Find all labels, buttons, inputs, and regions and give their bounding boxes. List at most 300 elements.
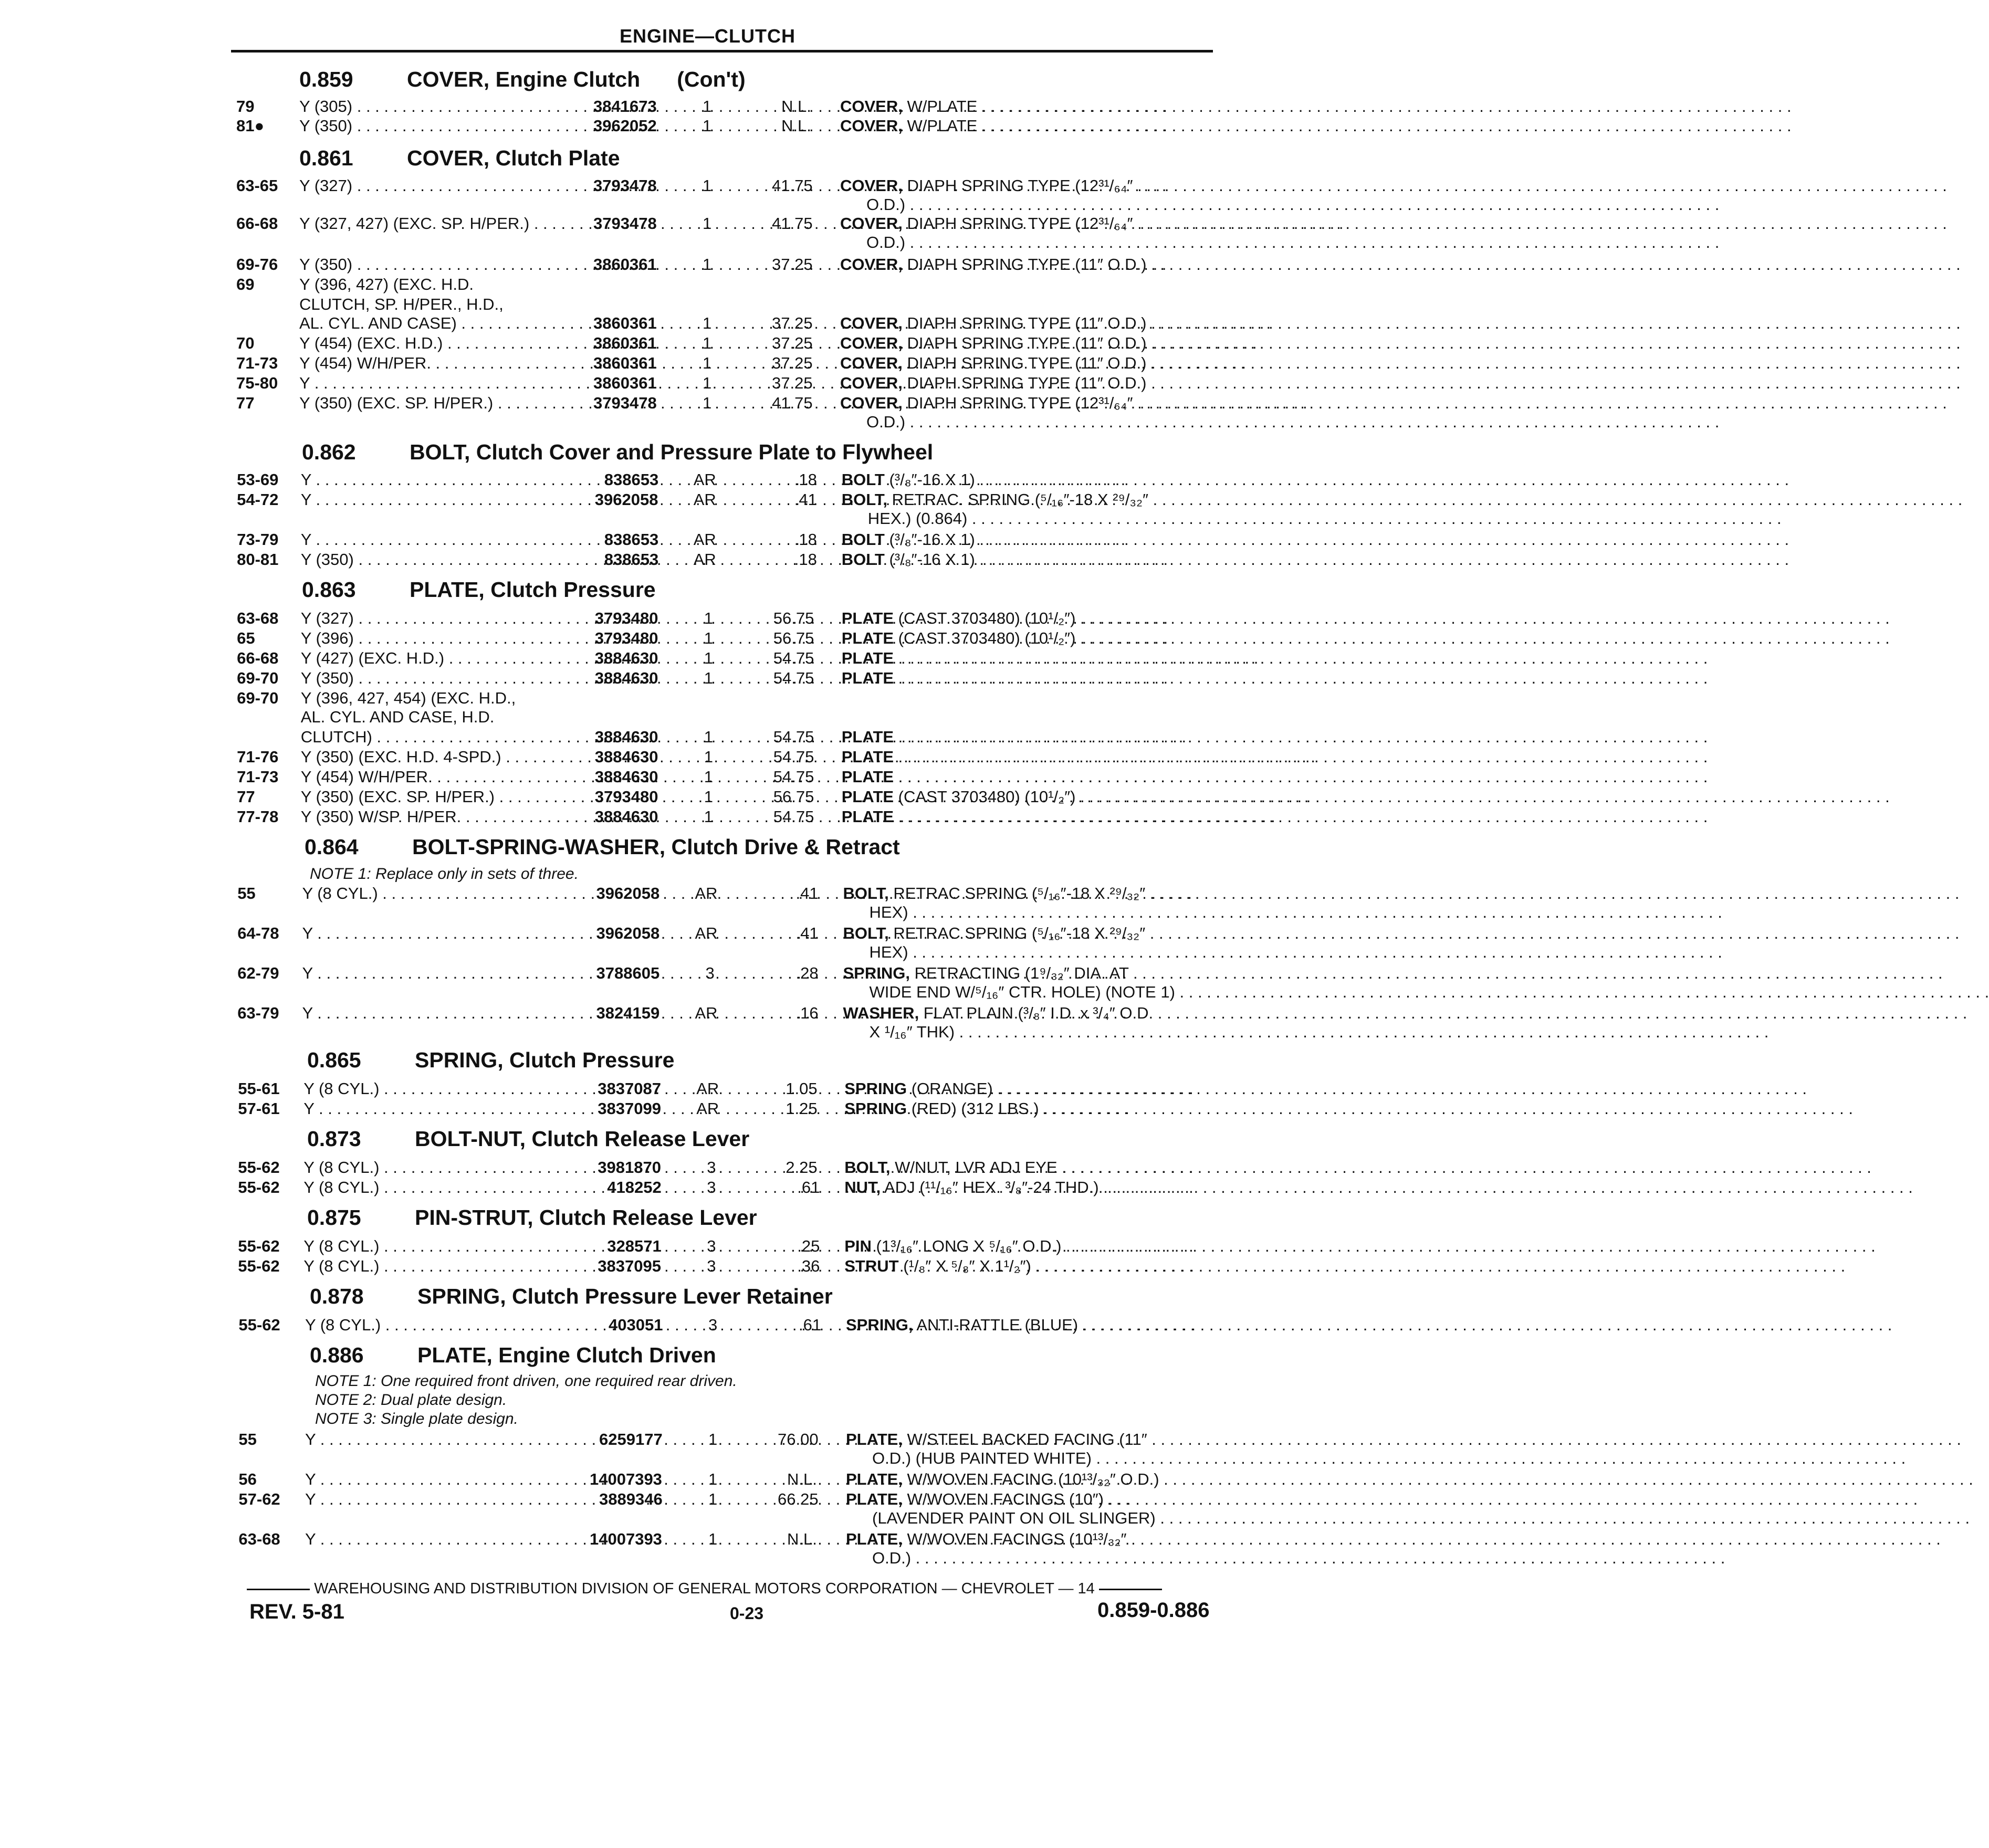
model-years: 69	[236, 275, 255, 293]
application	[301, 550, 584, 569]
description-keyword: PLATE	[841, 728, 894, 746]
price: .16	[795, 1004, 819, 1022]
application-text: Y (350) (EXC. SP. H/PER.)	[300, 788, 495, 806]
description	[842, 609, 1223, 628]
quantity: 1	[704, 728, 713, 746]
application	[301, 788, 584, 806]
quantity: 1	[703, 394, 712, 412]
table-row	[0, 748, 1327, 769]
table-row	[0, 689, 1327, 710]
section-continued: (Con't)	[677, 67, 746, 91]
description-keyword: BOLT,	[844, 1158, 891, 1177]
part-number: 3824159	[596, 1004, 660, 1022]
description-text: (CAST 3703480) (10¹/₂″)	[894, 609, 1076, 627]
application	[303, 1158, 587, 1177]
application	[305, 1530, 589, 1549]
revision-label: REV. 5-81	[249, 1600, 344, 1623]
application	[299, 334, 583, 353]
description-continued-text: O.D.)	[866, 233, 906, 251]
section-heading	[305, 835, 900, 859]
description	[842, 649, 1223, 668]
application	[299, 354, 583, 373]
application	[302, 964, 586, 983]
quantity: 1	[703, 334, 712, 352]
description	[844, 1099, 1223, 1118]
price: 37.25	[772, 314, 813, 332]
application-text: Y	[302, 964, 313, 982]
model-years: 55-62	[238, 1158, 280, 1177]
quantity: 3	[707, 1178, 716, 1196]
application-text: Y (396, 427, 454) (EXC. H.D.,	[300, 689, 516, 707]
price: .36	[797, 1257, 820, 1275]
quantity: 1	[704, 788, 713, 806]
price: N.L.	[787, 1470, 817, 1488]
application-text: Y (327)	[299, 176, 353, 195]
price: N.L.	[781, 97, 811, 116]
part-number: 3793480	[594, 609, 658, 627]
application-text: Y (8 CYL.)	[303, 1079, 380, 1098]
page-title: ENGINE—CLUTCH	[620, 25, 795, 47]
part-number: 3793478	[593, 176, 657, 195]
price: 54.75	[773, 748, 814, 766]
table-row	[0, 1079, 1327, 1100]
quantity: AR	[695, 884, 718, 902]
description-keyword: BOLT	[841, 550, 885, 569]
section-heading	[299, 146, 620, 171]
quantity: 1	[703, 117, 712, 135]
price: .25	[797, 1237, 820, 1255]
description-text: DIAPH SPRING TYPE (12³¹/₆₄″	[902, 394, 1133, 412]
model-years: 66-68	[237, 649, 279, 667]
table-row	[0, 1099, 1327, 1120]
model-years: 55-62	[238, 1178, 280, 1196]
model-years: 70	[236, 334, 255, 352]
description	[842, 470, 1223, 489]
section-heading	[307, 1048, 674, 1073]
price: N.L.	[781, 117, 811, 135]
application-text: CLUTCH)	[300, 728, 372, 746]
application-text: Y	[300, 490, 311, 509]
application-text: Y (454) W/H/PER.	[299, 354, 431, 372]
model-years: 73-79	[237, 530, 279, 549]
part-number: 3837095	[598, 1257, 661, 1275]
application-text: Y	[300, 530, 311, 549]
application	[301, 807, 584, 826]
description-continued	[866, 233, 1223, 252]
quantity: 3	[708, 1316, 718, 1334]
description-continued	[870, 1023, 1224, 1042]
description-keyword: SPRING	[844, 1079, 907, 1098]
description-text: RETRACTING (1⁹/₃₂″ DIA. AT	[909, 964, 1129, 982]
description	[842, 669, 1223, 688]
description-continued-text: WIDE END W/⁵/₁₆″ CTR. HOLE) (NOTE 1)	[869, 983, 1175, 1001]
section-heading	[302, 578, 656, 602]
model-years: 71-73	[237, 768, 279, 786]
application-text: Y (427) (EXC. H.D.)	[300, 649, 445, 667]
part-number: 3962058	[594, 490, 658, 509]
part-number: 3793480	[594, 788, 658, 806]
part-number: 14007393	[590, 1530, 662, 1548]
section-number: 0.878	[310, 1284, 364, 1308]
model-years: 63-79	[237, 1004, 279, 1022]
description-text: DIAPH SPRING TYPE (12³¹/₆₄″	[902, 176, 1133, 195]
application	[301, 530, 584, 549]
description-keyword: PLATE	[841, 768, 894, 786]
price: 37.25	[772, 334, 813, 352]
model-years: 66-68	[236, 214, 278, 233]
application-text: Y (8 CYL.)	[303, 1237, 380, 1255]
table-row	[0, 924, 1327, 961]
price: 54.75	[773, 669, 814, 687]
model-years: 55-62	[238, 1257, 280, 1275]
description	[846, 1430, 1223, 1449]
quantity: 3	[707, 1237, 716, 1255]
application	[299, 97, 583, 116]
application-text: Y (8 CYL.)	[302, 884, 378, 902]
application	[303, 1099, 587, 1118]
application	[302, 924, 586, 943]
part-number: 3860361	[593, 334, 657, 352]
part-number: 3860361	[593, 255, 657, 274]
application	[299, 214, 583, 233]
price: .28	[795, 964, 819, 982]
description-continued-text: (LAVENDER PAINT ON OIL SLINGER)	[872, 1509, 1156, 1527]
description	[840, 394, 1223, 413]
description-text: DIAPH SPRING TYPE (11″ O.D.)	[902, 334, 1147, 352]
description	[843, 1004, 1224, 1023]
application	[303, 1178, 587, 1197]
description-keyword: SPRING,	[843, 964, 910, 982]
table-row	[0, 629, 1327, 650]
part-number: 3788605	[596, 964, 660, 982]
application	[301, 629, 584, 648]
description-text: (¹/₈″ X ⁵/₈″ X 1¹/₂″)	[898, 1257, 1031, 1275]
description	[842, 629, 1223, 648]
description	[842, 748, 1223, 766]
table-row	[0, 394, 1327, 431]
description-text: (CAST 3703480) (10¹/₂″)	[894, 788, 1076, 806]
quantity: AR	[693, 550, 716, 569]
description-continued	[866, 413, 1223, 432]
part-number: 3793478	[593, 394, 657, 412]
application	[302, 884, 586, 903]
description-text: FLAT PLAIN (³/₈″ I.D. x ³/₄″ O.D.	[919, 1004, 1154, 1022]
table-row	[0, 374, 1327, 395]
table-row	[0, 669, 1327, 690]
section-title: BOLT-SPRING-WASHER, Clutch Drive & Retract	[412, 835, 900, 859]
application	[301, 768, 584, 786]
model-years: 56	[238, 1470, 257, 1488]
application-text: Y (350)	[300, 550, 354, 569]
application	[305, 1490, 589, 1509]
table-row	[0, 1530, 1327, 1567]
model-years: 79	[236, 97, 255, 116]
description-text: W/PLATE	[902, 97, 978, 116]
application	[299, 295, 504, 314]
section-title: BOLT-NUT, Clutch Release Lever	[415, 1127, 750, 1151]
description	[844, 1257, 1223, 1276]
price: 37.25	[772, 255, 813, 274]
section-heading	[310, 1343, 716, 1368]
description-text: W/WOVEN FACINGS (10″)	[902, 1490, 1104, 1508]
model-years: 55-61	[238, 1079, 280, 1098]
description-continued	[870, 983, 1224, 1002]
description	[846, 1530, 1223, 1549]
quantity: 3	[707, 1257, 716, 1275]
model-years: 71-73	[236, 354, 278, 372]
application-text: CLUTCH, SP. H/PER., H.D.,	[299, 295, 504, 313]
description-keyword: BOLT	[841, 530, 885, 549]
model-years: 55-62	[238, 1316, 280, 1334]
application-text: Y	[300, 470, 311, 489]
table-row	[0, 1178, 1327, 1199]
part-number: 3860361	[593, 354, 657, 372]
description	[842, 788, 1223, 806]
application-text: Y (454) W/H/PER.	[300, 768, 433, 786]
price: .41	[795, 924, 819, 942]
description-text: (RED) (312 LBS.)	[907, 1099, 1039, 1118]
price: 1.25	[786, 1099, 818, 1118]
description-keyword: PLATE,	[846, 1470, 903, 1488]
application	[305, 1316, 589, 1335]
description-text: RETRAC. SPRING (⁵/₁₆″-18 X ²⁹/₃₂″	[887, 490, 1149, 509]
part-number: 838653	[604, 550, 659, 569]
description-text: (ORANGE)	[907, 1079, 993, 1098]
part-number: 14007393	[590, 1470, 662, 1488]
section-heading	[299, 67, 746, 92]
application	[301, 669, 584, 688]
description	[842, 550, 1223, 569]
section-title: PIN-STRUT, Clutch Release Lever	[415, 1205, 757, 1230]
description	[840, 214, 1223, 233]
part-number: 328571	[607, 1237, 662, 1255]
price: .61	[797, 1178, 820, 1196]
description-keyword: COVER,	[840, 97, 903, 116]
description-continued-text: HEX)	[869, 943, 908, 961]
application-text: AL. CYL. AND CASE, H.D.	[300, 708, 495, 726]
quantity: AR	[693, 490, 716, 509]
table-row	[0, 550, 1327, 571]
quantity: 1	[703, 314, 712, 332]
part-number: 3962052	[593, 117, 657, 135]
application-text: Y (350)	[299, 117, 353, 135]
table-row	[0, 176, 1327, 214]
part-number: 3962058	[596, 884, 660, 902]
description	[846, 1490, 1223, 1509]
quantity: AR	[695, 1004, 718, 1022]
section-heading	[307, 1205, 757, 1230]
description-keyword: PIN	[844, 1237, 872, 1255]
model-years: 69-70	[237, 669, 279, 687]
quantity: 1	[708, 1530, 718, 1548]
price: 56.75	[773, 609, 814, 627]
model-years: 55	[237, 884, 256, 902]
description	[842, 490, 1223, 509]
description	[844, 1178, 1223, 1197]
application	[299, 117, 583, 135]
price: 41.75	[772, 214, 813, 233]
description-text: W/NUT, LVR ADJ EYE	[890, 1158, 1058, 1177]
part-number: 3884630	[594, 768, 658, 786]
section-note: NOTE 1: One required front driven, one required rear driven.	[315, 1372, 737, 1390]
application-text: Y (454) (EXC. H.D.)	[299, 334, 443, 352]
description	[840, 117, 1223, 135]
header-rule	[231, 50, 1213, 52]
description-keyword: PLATE	[841, 609, 894, 627]
section-title: COVER, Engine Clutch	[407, 67, 641, 91]
description-keyword: COVER,	[840, 176, 903, 195]
description-continued	[872, 1509, 1223, 1528]
model-years: 63-65	[236, 176, 278, 195]
description	[844, 1158, 1223, 1177]
table-row	[0, 807, 1327, 828]
price: 37.25	[772, 354, 813, 372]
description-keyword: NUT,	[844, 1178, 881, 1196]
quantity: AR	[693, 470, 716, 489]
price: 2.25	[786, 1158, 818, 1177]
table-row	[0, 768, 1327, 789]
quantity: 1	[703, 97, 712, 116]
part-number: 3884630	[594, 728, 658, 746]
description-keyword: COVER,	[840, 334, 903, 352]
model-years: 57-62	[238, 1490, 280, 1508]
description	[840, 374, 1223, 393]
description	[843, 964, 1224, 983]
application	[301, 470, 584, 489]
description-text: RETRAC SPRING (⁵/₁₆″-18 X ²⁹/₃₂″	[888, 884, 1146, 902]
table-row	[0, 1237, 1327, 1258]
application	[299, 374, 583, 393]
application-text: Y (350) (EXC. SP. H/PER.)	[299, 394, 494, 412]
price: 41.75	[772, 394, 813, 412]
part-number: 3962058	[596, 924, 660, 942]
table-row	[0, 314, 1327, 335]
description-text: W/WOVEN FACINGS (10¹³/₃₂″	[902, 1530, 1127, 1548]
footer-rule-left	[247, 1589, 310, 1590]
application-text: Y (396, 427) (EXC. H.D.	[299, 275, 474, 293]
description-continued-text: HEX.) (0.864)	[867, 509, 968, 528]
quantity: 1	[704, 807, 713, 826]
section-number: 0.865	[307, 1048, 361, 1072]
description-keyword: BOLT,	[841, 490, 887, 509]
table-row	[0, 728, 1327, 749]
application-text: AL. CYL. AND CASE)	[299, 314, 457, 332]
description-text: (1³/₁₆″ LONG X ⁵/₁₆″ O.D.)	[871, 1237, 1062, 1255]
application-text: Y (327)	[300, 609, 354, 627]
price: 54.75	[773, 807, 814, 826]
footer-rule-right	[1099, 1589, 1162, 1590]
description-keyword: PLATE,	[846, 1430, 903, 1448]
description-text: W/WOVEN FACING (10¹³/₃₂″ O.D.)	[902, 1470, 1159, 1488]
application	[302, 1004, 586, 1023]
description-text: ANTI-RATTLE (BLUE)	[913, 1316, 1079, 1334]
quantity: 1	[703, 214, 712, 233]
price: 66.25	[778, 1490, 819, 1508]
application-text: Y	[305, 1430, 316, 1448]
application-text: Y (8 CYL.)	[305, 1316, 381, 1334]
application	[305, 1470, 589, 1489]
quantity: 1	[703, 374, 712, 392]
description-text: DIAPH SPRING TYPE (11″ O.D.)	[902, 354, 1147, 372]
section-number: 0.859	[299, 67, 353, 91]
description-keyword: COVER,	[840, 354, 903, 372]
table-row	[0, 1490, 1327, 1527]
application-text: Y	[302, 924, 313, 942]
application	[299, 275, 474, 294]
description-keyword: PLATE,	[846, 1530, 903, 1548]
quantity: 1	[704, 649, 713, 667]
table-row	[0, 1158, 1327, 1179]
model-years: 77	[236, 394, 255, 412]
application	[303, 1237, 587, 1256]
application	[301, 728, 584, 747]
table-row	[0, 964, 1327, 1001]
application	[299, 255, 583, 274]
description-text: RETRAC SPRING (⁵/₁₆″-18 X ²⁹/₃₂″	[888, 924, 1146, 942]
description-keyword: COVER,	[840, 314, 903, 332]
description	[842, 728, 1223, 747]
price: 1.05	[786, 1079, 818, 1098]
section-heading	[310, 1284, 833, 1309]
description-keyword: SPRING	[844, 1099, 907, 1118]
description-text: W/PLATE	[902, 117, 978, 135]
application-text: Y (350)	[299, 255, 353, 274]
description	[840, 97, 1223, 116]
price: 37.25	[772, 374, 813, 392]
quantity: 1	[708, 1430, 718, 1448]
model-years: 63-68	[238, 1530, 280, 1548]
part-number: 3884630	[594, 807, 658, 826]
price: .18	[794, 530, 817, 549]
model-years: 53-69	[237, 470, 279, 489]
description-keyword: PLATE,	[846, 1490, 903, 1508]
description-continued-text: O.D.)	[866, 195, 906, 214]
price: 54.75	[773, 728, 814, 746]
price: 76.00	[778, 1430, 819, 1448]
description	[846, 1470, 1223, 1489]
description-keyword: PLATE	[841, 669, 894, 687]
description	[842, 768, 1223, 786]
price: .18	[794, 470, 817, 489]
quantity: AR	[696, 1099, 719, 1118]
application-text: Y (350) W/SP. H/PER.	[300, 807, 462, 826]
application	[299, 176, 583, 195]
price: .61	[799, 1316, 822, 1334]
description	[844, 1237, 1223, 1256]
table-row	[0, 1470, 1327, 1491]
section-number: 0.861	[299, 146, 353, 170]
application	[301, 609, 584, 628]
part-number: 3884630	[594, 649, 658, 667]
application-text: Y	[305, 1530, 316, 1548]
description-text: DIAPH SPRING TYPE (11″ O.D.)	[902, 374, 1147, 392]
table-row	[0, 255, 1327, 276]
model-years: 75-80	[236, 374, 278, 392]
part-number: 3793478	[593, 214, 657, 233]
section-number: 0.875	[307, 1205, 361, 1230]
section-title: PLATE, Clutch Pressure	[410, 578, 656, 602]
section-note: NOTE 1: Replace only in sets of three.	[310, 865, 579, 883]
part-number: 3884630	[594, 748, 658, 766]
table-row	[0, 295, 1327, 316]
model-years: 64-78	[237, 924, 279, 942]
model-years: 71-76	[237, 748, 279, 766]
description-continued	[872, 1449, 1223, 1468]
price: .41	[794, 490, 817, 509]
table-row	[0, 788, 1327, 808]
table-row	[0, 708, 1327, 729]
section-heading	[302, 440, 933, 465]
